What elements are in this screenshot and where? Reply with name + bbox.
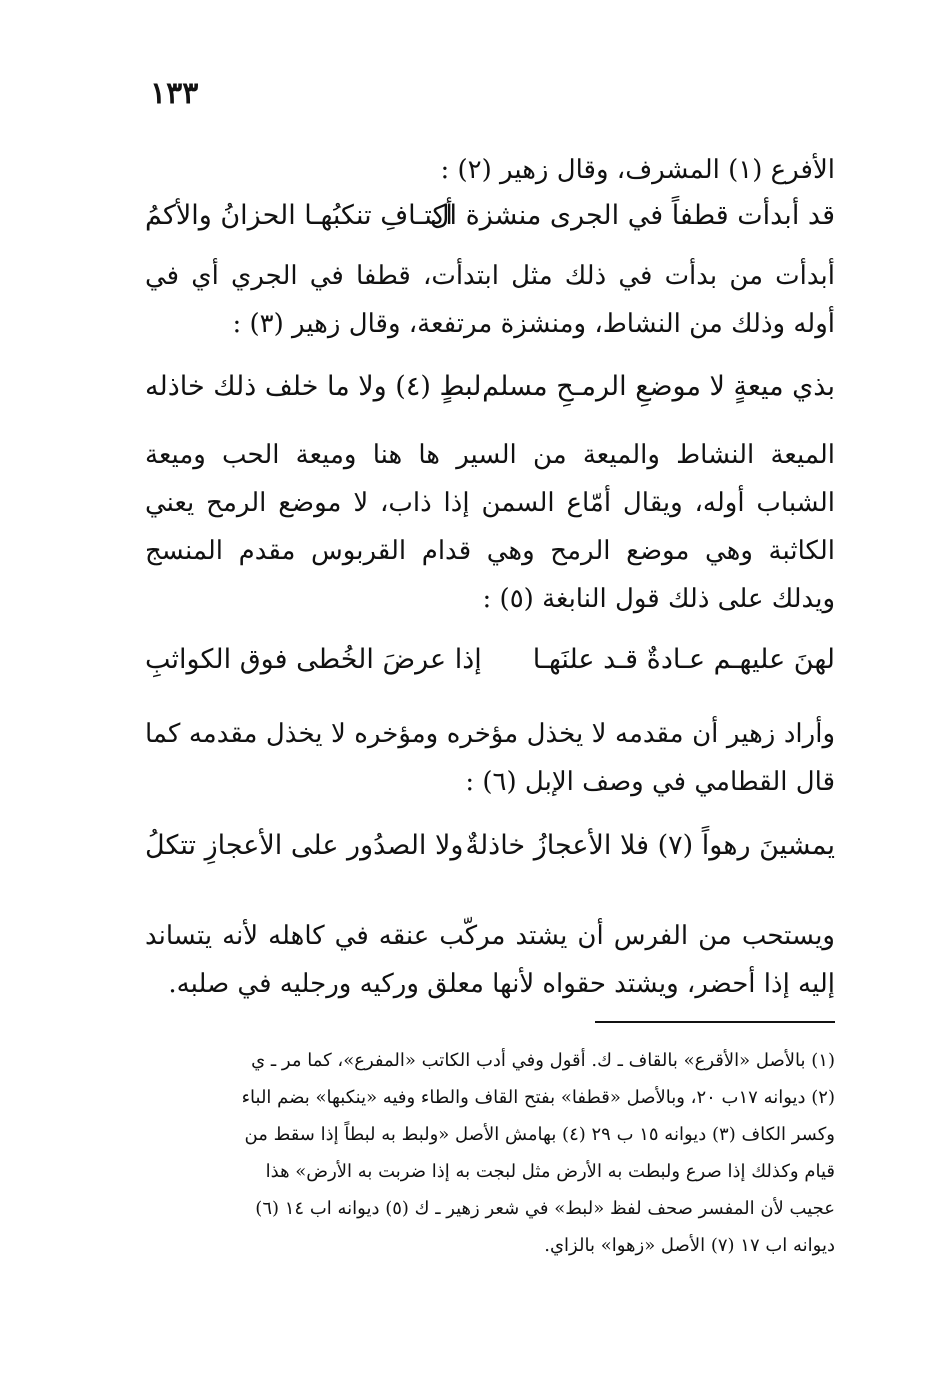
verse-4-first-hemistich: يمشينَ رهواً (٧) فلا الأعجازُ خاذلةٌ bbox=[465, 830, 835, 861]
verse-3-second-hemistich: إذا عرضَ الخُطى فوق الكواثبِ bbox=[145, 644, 482, 675]
verse-line-1 bbox=[145, 192, 835, 240]
verse-1-second-hemistich: أكتـافِ تنكبُهـا الحزانُ والأكمُ bbox=[145, 200, 453, 231]
footnote-line: ديوانه اب ١٧ (٧) الأصل «زهوا» بالزاي. bbox=[544, 1235, 835, 1256]
verse-2-second-hemistich: لبطٍ (٤) ولا ما خلف ذلك خاذله bbox=[145, 371, 482, 402]
verse-4-second-hemistich: ولا الصدُور على الأعجازِ تتكلُ bbox=[145, 830, 464, 861]
footnote-line: (١) بالأصل «الأقرع» بالقاف ـ ك. أقول وفي أدب الكاتب «المفرع»، كما مر ـ ي bbox=[251, 1050, 835, 1071]
footnote-line: (٢) ديوانه ١٧ب ٢٠، وبالأصل «قطفا» بفتح القاف والطاء وفيه «ينكبها» بضم الباء bbox=[241, 1087, 835, 1108]
verse-line-3 bbox=[145, 636, 835, 684]
paragraph-commentary-4: ويستحب من الفرس أن يشتد مركّب عنقه في كاهله لأنه يتساند إليه إذا أحضر، ويشتد حقواه لأنها معلق وركيه ورجليه في صلبه. bbox=[145, 921, 835, 999]
verse-line-4 bbox=[145, 822, 835, 870]
verse-2-first-hemistich: بذي ميعةٍ لا موضعِ الرمـحِ مسلم bbox=[482, 371, 835, 402]
footnote-line: وكسر الكاف (٣) ديوانه ١٥ ب ٢٩ (٤) بهامش الأصل «ولبط به لبطاً إذا سقط من bbox=[244, 1124, 835, 1145]
footnote-separator bbox=[595, 1021, 835, 1023]
verse-3-first-hemistich: لهنَ عليهـم عـادةٌ قـد علنَهـا bbox=[532, 644, 835, 675]
footnote-line: قيام وكذلك إذا صرع ولبطت به الأرض مثل لبجت به إذا ضربت به الأرض» هذا bbox=[265, 1161, 835, 1182]
footnotes bbox=[145, 1042, 835, 1264]
page-number: ١٣٣ bbox=[150, 76, 199, 111]
paragraph-commentary-3: وأراد زهير أن مقدمه لا يخذل مؤخره ومؤخره لا يخذل مقدمه كما قال القطامي في وصف الإبل (٦) : bbox=[145, 719, 835, 797]
footnote-line: عجيب لأن المفسر صحف لفظ «لبط» في شعر زهير ـ ك (٥) ديوانه اب ١٤ (٦) bbox=[255, 1198, 835, 1219]
verse-line-2 bbox=[145, 363, 835, 411]
paragraph-intro: الأفرع (١) المشرف، وقال زهير (٢) : bbox=[440, 155, 835, 185]
paragraph-commentary-1: أبدأت من بدأت في ذلك مثل ابتدأت، قطفا في الجري أي في أوله وذلك من النشاط، ومنشزة مرتفعة، وقال زهير (٣) : bbox=[145, 261, 835, 339]
paragraph-commentary-2: الميعة النشاط والميعة من السير ها هنا وميعة الحب وميعة الشباب أوله، ويقال أمّاع السمن إذا ذاب، لا موضع الرمح يعني الكاثبة وهي موضع الرمح وهي قدام القربوس مقدم المنسج ويدلك على ذلك قول النابغة (٥) : bbox=[145, 440, 835, 614]
verse-1-first-hemistich: قد أبدأت قطفاً في الجرى منشزة ال bbox=[429, 200, 835, 231]
